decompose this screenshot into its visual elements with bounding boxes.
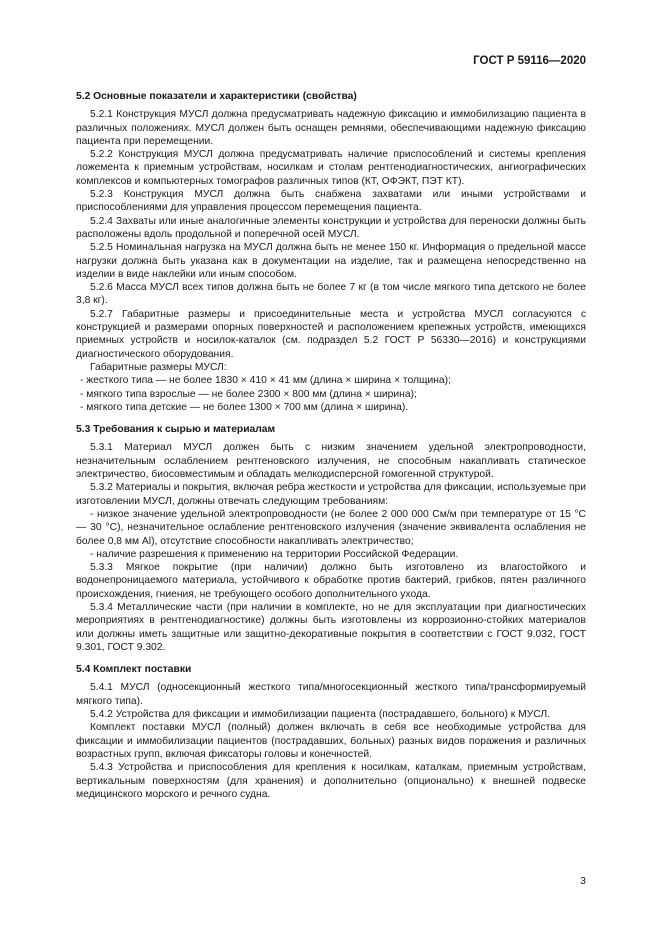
document-body bbox=[76, 90, 586, 801]
paragraph: 5.4.2 Устройства для фиксации и иммобилизации пациента (пострадавшего, больного) к МУСЛ. bbox=[90, 709, 550, 721]
paragraph: 5.2.2 Конструкция МУСЛ должна предусматривать наличие приспособлений и системы крепления ложемента к приемным устройствам, носилкам и столам рентгенодиагностических, ангиографических комплексов и компьютерных томографов различных типов (КТ, ОФЭКТ, ПЭТ КТ). bbox=[76, 149, 586, 187]
list-item: - мягкого типа взрослые — не более 2300 × 800 мм (длина × ширина); bbox=[80, 388, 417, 400]
paragraph: - наличие разрешения к применению на территории Российской Федерации. bbox=[90, 548, 459, 560]
paragraph: Габаритные размеры МУСЛ: bbox=[90, 361, 227, 373]
section-5-2 bbox=[76, 90, 586, 414]
paragraph: 5.3.1 Материал МУСЛ должен быть с низким значением удельной электропроводности, незначительным ослаблением рентгеновского излучения, не способным накапливать статическое электричество, биосовместимым и обладать мелкодисперсной гомогенной структурой. bbox=[76, 442, 586, 481]
section-5-4 bbox=[76, 663, 586, 801]
paragraph: 5.3.4 Металлические части (при наличии в комплекте, но не для эксплуатации при диагностических мероприятиях в рентгенодиагностике) должны быть изготовлены из коррозионно-стойких материалов или должны иметь защитные или защитно-декоративные покрытия в соответствии с ГОСТ 9.032, ГОСТ 9.301, ГОСТ 9.302. bbox=[76, 601, 586, 653]
section-title: 5.2 Основные показатели и характеристики (свойства) bbox=[76, 91, 357, 102]
list-item: - мягкого типа детские — не более 1300 × 700 мм (длина × ширина). bbox=[80, 401, 409, 413]
paragraph: 5.2.4 Захваты или иные аналогичные элементы конструкции и устройства для переноски должны быть расположены вдоль продольной и поперечной осей МУСЛ. bbox=[76, 215, 586, 240]
document-id-header: ГОСТ Р 59116—2020 bbox=[473, 55, 586, 67]
page-number: 3 bbox=[580, 875, 586, 887]
paragraph: 5.3.3 Мягкое покрытие (при наличии) должно быть изготовлено из влагостойкого и водонепроницаемого материала, устойчивого к обработке против бактерий, грибков, пятен различного происхождения, гниения, не требующего особого дополнительного ухода. bbox=[76, 562, 586, 600]
paragraph: 5.2.5 Номинальная нагрузка на МУСЛ должна быть не менее 150 кг. Информация о предельной массе нагрузки должна быть указана как в документации на изделие, так и размещена непосредственно на изделии в виде наклейки или иным способом. bbox=[76, 242, 586, 280]
paragraph: 5.2.6 Масса МУСЛ всех типов должна быть не более 7 кг (в том числе мягкого типа детского не более 3,8 кг). bbox=[76, 282, 586, 307]
list-item: - жесткого типа — не более 1830 × 410 × 41 мм (длина × ширина × толщина); bbox=[80, 375, 451, 387]
section-title: 5.4 Комплект поставки bbox=[76, 664, 192, 676]
section-5-3 bbox=[76, 423, 586, 654]
paragraph: 5.2.3 Конструкция МУСЛ должна быть снабжена захватами или иными устройствами и приспособлениями для управления процессом перемещения пациента. bbox=[76, 189, 586, 214]
paragraph: - низкое значение удельной электропроводности (не более 2 000 000 См/м при температуре от 15 °С — 30 °С), незначительное ослабление рентгеновского излучения (значение эквивалента ослабления не более 0,8 мм Al), отсутствие способности накапливать электричество; bbox=[76, 508, 586, 547]
paragraph: 5.4.1 МУСЛ (односекционный жесткого типа/многосекционный жесткого типа/трансформируемый мягкого типа). bbox=[76, 682, 586, 707]
paragraph: Комплект поставки МУСЛ (полный) должен включать в себя все необходимые устройства для фиксации и иммобилизации пациентов (пострадавших, больных) разных видов поражения и различных возрастных групп, включая фиксаторы головы и конечностей. bbox=[76, 722, 586, 760]
paragraph: 5.2.7 Габаритные размеры и присоединительные места и устройства МУСЛ согласуются с конструкцией и размерами опорных поверхностей и расположением крепежных устройств, имеющихся приемных устройств и носилок-каталок (см. подраздел 5.2 ГОСТ Р 56330—2016) и конструкциями диагностического оборудования. bbox=[76, 308, 586, 360]
paragraph: 5.3.2 Материалы и покрытия, включая ребра жесткости и устройства для фиксации, используемые при изготовлении МУСЛ, должны отвечать следующим требованиям: bbox=[76, 482, 586, 507]
paragraph: 5.2.1 Конструкция МУСЛ должна предусматривать надежную фиксацию и иммобилизацию пациента в различных положениях. МУСЛ должен быть оснащен ремнями, обеспечивающими надежную фиксацию пациента при перемещении. bbox=[76, 109, 586, 147]
section-title: 5.3 Требования к сырью и материалам bbox=[76, 424, 276, 436]
paragraph: 5.4.3 Устройства и приспособления для крепления к носилкам, каталкам, приемным устройствам, вертикальным поверхностям (для хранения) и дополнительно (опционально) к внешней подвеске медицинского морского и речного судна. bbox=[76, 762, 586, 800]
